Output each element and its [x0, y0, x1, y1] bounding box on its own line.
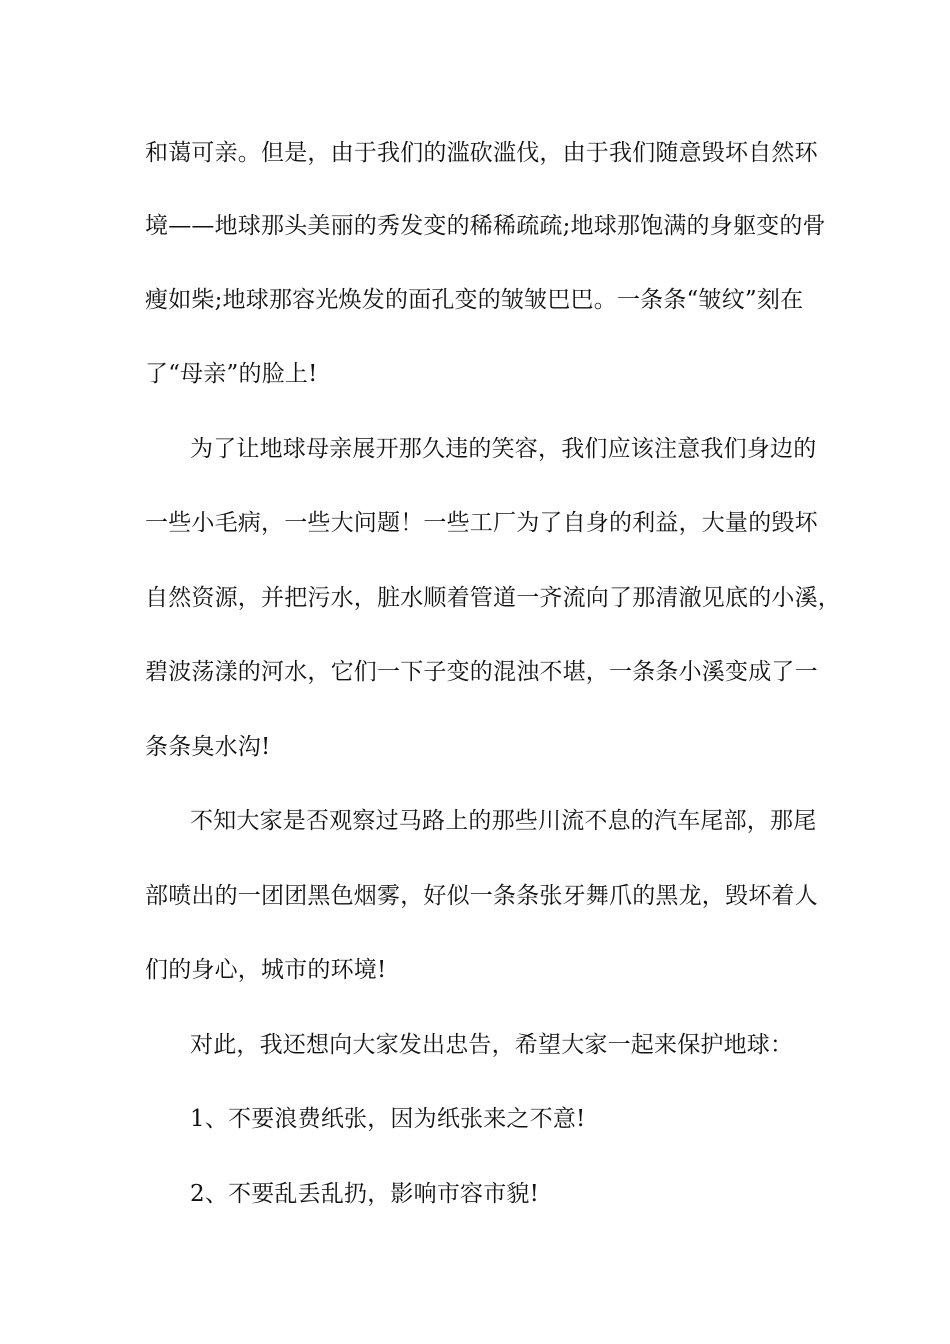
paragraph-line: 一些小毛病，一些大问题！一些工厂为了自身的利益，大量的毁坏: [145, 510, 818, 536]
paragraph-line: 和蔼可亲。但是，由于我们的滥砍滥伐，由于我们随意毁坏自然环: [145, 140, 818, 166]
paragraph-line: 碧波荡漾的河水，它们一下子变的混浊不堪，一条条小溪变成了一: [145, 659, 818, 685]
paragraph-line: 们的身心，城市的环境!: [145, 957, 387, 983]
paragraph-line: 自然资源，并把污水，脏水顺着管道一齐流向了那清澈见底的小溪，: [145, 585, 841, 611]
paragraph-line: 部喷出的一团团黑色烟雾，好似一条条张牙舞爪的黑龙，毁坏着人: [145, 883, 818, 909]
paragraph-line: 为了让地球母亲展开那久违的笑容，我们应该注意我们身边的: [190, 436, 817, 462]
paragraph-line: 境——地球那头美丽的秀发变的稀稀疏疏;地球那饱满的身躯变的骨: [145, 213, 826, 239]
list-item: 1、不要浪费纸张，因为纸张来之不意!: [190, 1106, 586, 1132]
paragraph-line: 瘦如柴;地球那容光焕发的面孔变的皱皱巴巴。一条条“皱纹”刻在: [145, 287, 804, 313]
paragraph-line: 条条臭水沟!: [145, 734, 271, 760]
list-item: 2、不要乱丢乱扔，影响市容市貌!: [190, 1181, 540, 1207]
paragraph-line: 不知大家是否观察过马路上的那些川流不息的汽车尾部，那尾: [190, 808, 817, 834]
paragraph-line: 对此，我还想向大家发出忠告，希望大家一起来保护地球：: [190, 1032, 794, 1058]
paragraph-line: 了“母亲”的脸上!: [145, 361, 318, 387]
